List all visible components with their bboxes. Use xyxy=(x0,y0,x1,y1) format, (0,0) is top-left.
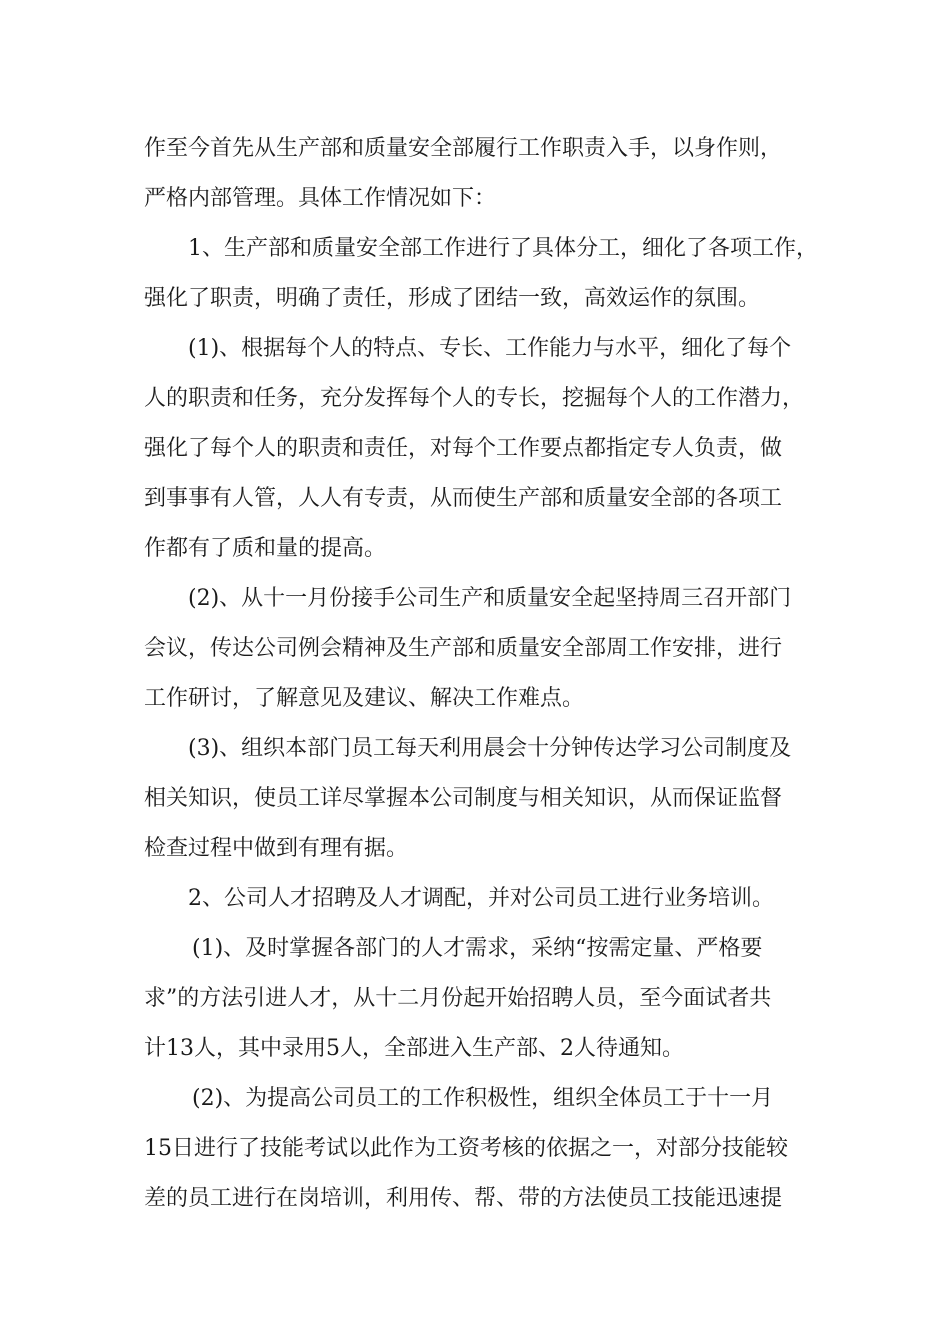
body-line: 会议，传达公司例会精神及生产部和质量安全部周工作安排，进行 xyxy=(144,636,783,661)
body-line: 人的职责和任务，充分发挥每个人的专长，挖掘每个人的工作潜力， xyxy=(144,386,805,411)
body-line: 检查过程中做到有理有据。 xyxy=(144,836,409,861)
subsection-1-1: (1)、根据每个人的特点、专长、工作能力与水平，细化了每个 xyxy=(188,336,792,361)
body-line: 求”的方法引进人才，从十二月份起开始招聘人员，至今面试者共 xyxy=(144,986,772,1011)
body-line: 严格内部管理。具体工作情况如下： xyxy=(144,186,497,211)
section-heading-2: 2、公司人才招聘及人才调配，并对公司员工进行业务培训。 xyxy=(188,886,774,911)
subsection-2-2: (2)、为提高公司员工的工作积极性，组织全体员工于十一月 xyxy=(192,1086,774,1111)
body-line: 计13人，其中录用5人，全部进入生产部、2人待通知。 xyxy=(144,1036,684,1061)
body-line: 差的员工进行在岗培训，利用传、帮、带的方法使员工技能迅速提 xyxy=(144,1186,783,1211)
body-line: 强化了职责，明确了责任，形成了团结一致，高效运作的氛围。 xyxy=(144,286,761,311)
subsection-1-2: (2)、从十一月份接手公司生产和质量安全起坚持周三召开部门 xyxy=(188,586,792,611)
body-line: 强化了每个人的职责和责任，对每个工作要点都指定专人负责，做 xyxy=(144,436,783,461)
body-line: 作至今首先从生产部和质量安全部履行工作职责入手，以身作则， xyxy=(144,136,783,161)
body-line: 作都有了质和量的提高。 xyxy=(144,536,387,561)
body-line: 相关知识，使员工详尽掌握本公司制度与相关知识，从而保证监督 xyxy=(144,786,783,811)
document-body xyxy=(144,124,834,1224)
subsection-1-3: (3)、组织本部门员工每天利用晨会十分钟传达学习公司制度及 xyxy=(188,736,792,761)
body-line: 15日进行了技能考试以此作为工资考核的依据之一，对部分技能较 xyxy=(144,1136,788,1161)
body-line: 工作研讨，了解意见及建议、解决工作难点。 xyxy=(144,686,585,711)
subsection-2-1: (1)、及时掌握各部门的人才需求，采纳“按需定量、严格要 xyxy=(192,936,763,961)
body-line: 到事事有人管，人人有专责，从而使生产部和质量安全部的各项工 xyxy=(144,486,783,511)
section-heading-1: 1、生产部和质量安全部工作进行了具体分工，细化了各项工作， xyxy=(188,236,818,261)
